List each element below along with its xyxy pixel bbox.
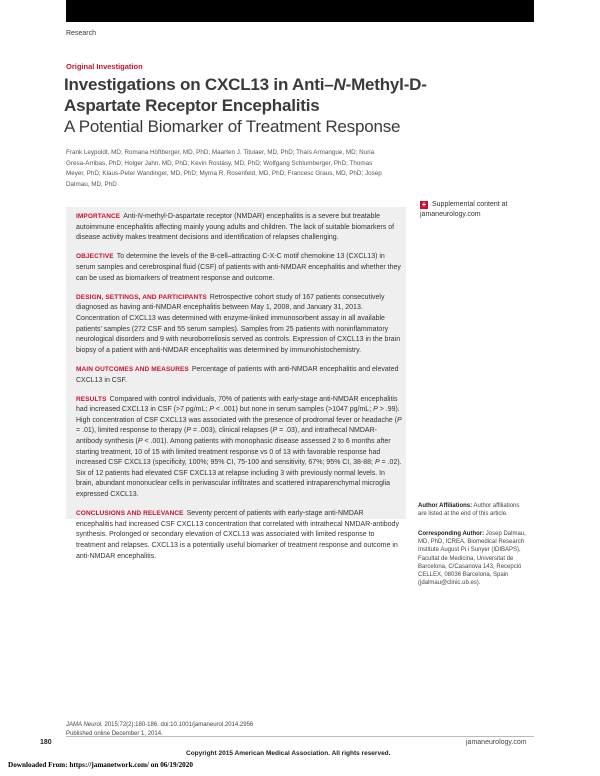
author-list: Frank Leypoldt, MD; Romana Höftberger, MD, PhD; Maarten J. Titulaer, MD, PhD; Thaís Armangue, MD; Nuria Gresa-Arribas, PhD; Holger Jahn, MD, PhD; Kevin Rostásy, MD, PhD; Wolfgang Schlumberger, PhD; Thomas Meyer, PhD; Klaus-Peter Wandinger, MD, PhD; Myrna R. Rosenfeld, MD, PhD; Francesc Graus, MD, PhD; Josep Dalmau, MD, PhD <box>66 149 382 189</box>
header-bar <box>66 0 534 22</box>
copyright-notice: Copyright 2015 American Medical Association. All rights reserved. <box>186 750 391 757</box>
journal-url[interactable]: jamaneurology.com <box>466 739 527 746</box>
download-notice: Downloaded From: https://jamanetwork.com/ on 06/19/2020 <box>8 761 193 769</box>
article-title: Investigations on CXCL13 in Anti–N-Methyl-D-Aspartate Receptor Encephalitis <box>64 75 427 115</box>
author-affiliations: Author Affiliations: Author affiliations are listed at the end of this article. <box>418 503 520 518</box>
plus-icon: + <box>421 200 427 209</box>
citation: JAMA Neurol. 2015;72(2):180-186. doi:10.1001/jamaneurol.2014.2956 Published online December 1, 2014. <box>66 722 254 737</box>
footer-divider <box>66 736 534 737</box>
article-type: Original Investigation <box>66 62 143 71</box>
abstract-design: DESIGN, SETTINGS, AND PARTICIPANTS Retrospective cohort study of 167 patients consecutively diagnosed as having anti-NMDAR encephalitis between May 1, 2008, and January 31, 2013. Concentration of CXCL13 was determined with enzyme-linked immunosorbent assay in all available patients’ samples (272 CSF and 55 serum samples). Samples from 25 patients with noninflammatory neurological disorders and 9 with neuroborreliosis served as controls. Expression of CXCL13 in the brain biopsy of a patient with anti-NMDAR encephalitis was determined by immunohistochemistry. <box>76 293 401 354</box>
corresponding-author: Corresponding Author: Josep Dalmau, MD, PhD, ICREA, Biomedical Research Institute August Pi i Sunyer (IDIBAPS), Facultat de Medicina, Universitat de Barcelona, C/Casanova 143, Recepció CELLEX, 08036 Barcelona, Spain (jdalmau@clinic.ub.es). <box>418 531 526 587</box>
abstract-importance: IMPORTANCE Anti-N-methyl-D-aspartate receptor (NMDAR) encephalitis is a severe but treatable autoimmune encephalitis affecting mainly young adults and children. The lack of suitable biomarkers of disease activity makes treatment decisions and identification of relapses challenging. <box>76 213 395 242</box>
supplemental-content-link[interactable]: + Supplemental content at jamaneurology.com <box>420 200 508 218</box>
section-label: Research <box>66 30 96 37</box>
abstract-conclusions: CONCLUSIONS AND RELEVANCE Seventy percent of patients with early-stage anti-NMDAR encephalitis had increased CSF CXCL13 concentration that correlated with intrathecal NMDAR-antibody synthesis. Prolonged or secondary elevation of CXCL13 was associated with limited response to treatment and relapses. CXCL13 is a potentially useful biomarker of treatment response and outcome in anti-NMDAR encephalitis. <box>76 510 399 560</box>
article-subtitle: A Potential Biomarker of Treatment Response <box>64 117 401 136</box>
abstract-objective: OBJECTIVE To determine the levels of the B-cell–attracting C-X-C motif chemokine 13 (CXCL13) in serum samples and cerebrospinal fluid (CSF) of patients with anti-NMDAR encephalitis and whether they can be used as biomarkers of treatment response and outcome. <box>76 253 401 282</box>
abstract <box>76 212 402 571</box>
abstract-outcomes: MAIN OUTCOMES AND MEASURES Percentage of patients with anti-NMDAR encephalitis and elevated CXCL13 in CSF. <box>76 365 399 384</box>
abstract-results: RESULTS Compared with control individuals, 70% of patients with early-stage anti-NMDAR encephalitis had increased CXCL13 in CSF (>7 pg/mL; P < .001) but none in serum samples (>1047 pg/mL; P > .99). High concentration of CSF CXCL13 was associated with the presence of prodromal fever or headache (P = .01), limited response to therapy (P = .003), clinical relapses (P = .03), and intrathecal NMDAR-antibody synthesis (P < .001). Among patients with monophasic disease assessed 2 to 6 months after starting treatment, 10 of 15 with limited treatment response vs 0 of 13 with favorable response had increased CSF CXCL13 (specificity, 100%; 95% CI, 75-100 and sensitivity, 67%; 95% CI, 38-88; P = .02). Six of 12 patients had elevated CSF CXCL13 at relapse including 3 with previously normal levels. In brain, abundant mononuclear cells in perivascular infiltrates and scattered intraparenchymal microglia expressed CXCL13. <box>76 395 402 499</box>
page-number: 180 <box>40 739 52 746</box>
